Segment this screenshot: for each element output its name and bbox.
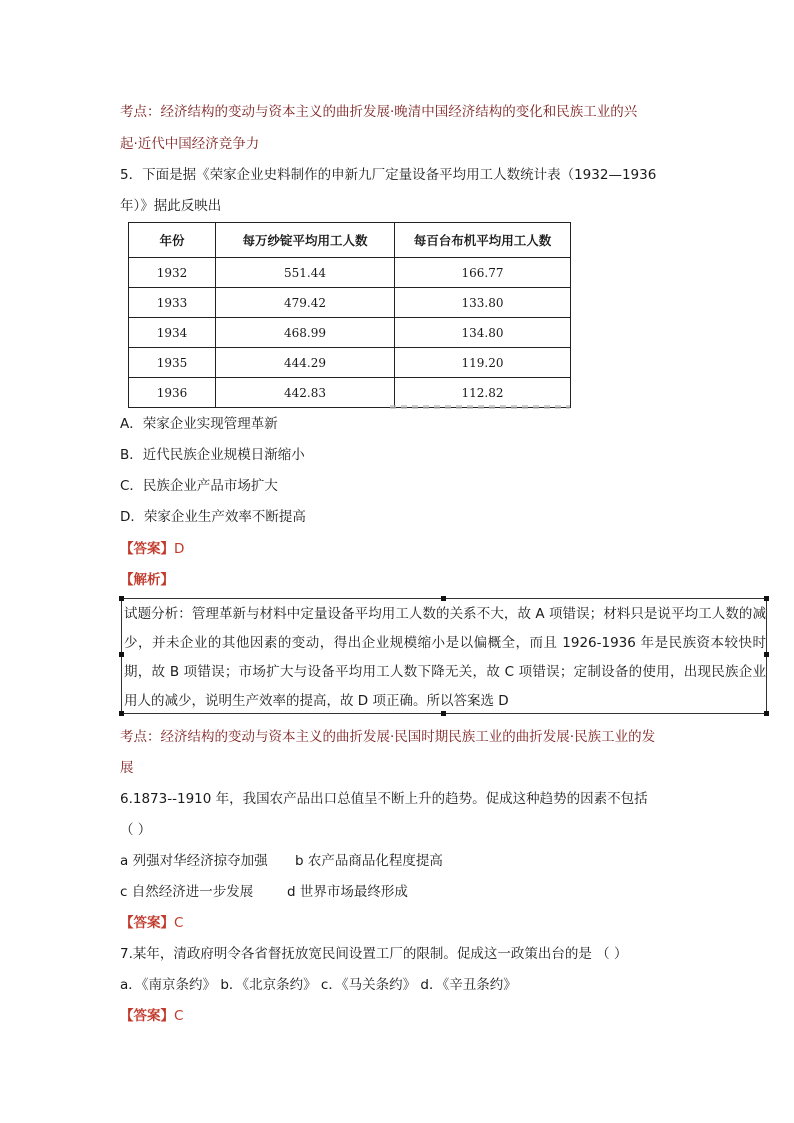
question-6-stem: （ ） — [120, 822, 152, 838]
table-header-row — [129, 223, 571, 258]
answer-line — [120, 913, 183, 933]
option-d: d 世界市场最终形成 — [287, 884, 408, 900]
table-cell: 119.20 — [395, 348, 571, 378]
answer-line — [120, 539, 184, 559]
analysis-label: 【解析】 — [120, 572, 174, 588]
table-cell: 479.42 — [216, 288, 395, 318]
table-row — [129, 318, 571, 348]
table-row — [129, 378, 571, 408]
table-cell: 134.80 — [395, 318, 571, 348]
kaodian-line: 展 — [120, 760, 134, 776]
answer-value: D — [174, 541, 185, 557]
table-cell: 1934 — [129, 318, 216, 348]
analysis-label-line — [120, 570, 174, 590]
table-cell: 1933 — [129, 288, 216, 318]
option-b: b 农产品商品化程度提高 — [295, 853, 443, 869]
table-row — [129, 348, 571, 378]
scan-artifact — [390, 405, 570, 409]
table-cell: 1935 — [129, 348, 216, 378]
question-7-stem: 7.某年，清政府明令各省督抚放宽民间设置工厂的限制。促成这一政策出台的是 （ ） — [120, 946, 628, 962]
answer-label: 【答案】 — [120, 541, 174, 557]
table-header-cell: 每百台布机平均用工人数 — [395, 223, 571, 258]
table-header-cell: 年份 — [129, 223, 216, 258]
analysis-text: 试题分析：管理革新与材料中定量设备平均用工人数的关系不大，故 A 项错误；材料只是说平均工人数的减少，并未企业的其他因素的变动，得出企业规模缩小是以偏概全，而且 1926-1936 年是民族资本较快时期，故 B 项错误；市场扩大与设备平均用工人数下降无关，故 C 项错误；定制设备的使用，出现民族企业用人的减少，说明生产效率的提高，故 D 项正确。所以答案选 D — [124, 606, 766, 709]
question-6-stem: 6.1873--1910 年，我国农产品出口总值呈不断上升的趋势。促成这种趋势的因素不包括 — [120, 791, 648, 807]
option-c: c 自然经济进一步发展 — [120, 884, 254, 900]
stats-table-image — [128, 222, 571, 404]
table-cell: 1936 — [129, 378, 216, 408]
answer-value: C — [174, 915, 184, 931]
option-a: a 列强对华经济掠夺加强 — [120, 853, 268, 869]
table-cell: 112.82 — [395, 378, 571, 408]
kaodian-line: 考点：经济结构的变动与资本主义的曲折发展·民国时期民族工业的曲折发展·民族工业的发 — [120, 729, 656, 745]
table-cell: 133.80 — [395, 288, 571, 318]
question-5-stem: 年）》据此反映出 — [120, 198, 222, 214]
option-c: C．民族企业产品市场扩大 — [120, 478, 278, 494]
table-cell: 166.77 — [395, 258, 571, 288]
answer-label: 【答案】 — [120, 1008, 174, 1024]
question-5-stem: 5．下面是据《荣家企业史料制作的申新九厂定量设备平均用工人数统计表（1932—1936 — [120, 167, 657, 183]
table-cell: 444.29 — [216, 348, 395, 378]
kaodian-line: 考点：经济结构的变动与资本主义的曲折发展·晚清中国经济结构的变化和民族工业的兴 — [120, 104, 638, 120]
stats-table — [128, 222, 571, 408]
kaodian-line: 起·近代中国经济竞争力 — [120, 136, 260, 152]
table-cell: 442.83 — [216, 378, 395, 408]
table-cell: 1932 — [129, 258, 216, 288]
table-header-cell: 每万纱锭平均用工人数 — [216, 223, 395, 258]
answer-label: 【答案】 — [120, 915, 174, 931]
table-row — [129, 288, 571, 318]
option-a: A．荣家企业实现管理革新 — [120, 416, 278, 432]
table-row — [129, 258, 571, 288]
option-d: D．荣家企业生产效率不断提高 — [120, 509, 306, 525]
question-7-options: a．《南京条约》 b．《北京条约》 c．《马关条约》 d．《辛丑条约》 — [120, 977, 517, 993]
answer-line — [120, 1006, 183, 1026]
answer-value: C — [174, 1008, 184, 1024]
table-cell: 468.99 — [216, 318, 395, 348]
option-b: B．近代民族企业规模日渐缩小 — [120, 447, 305, 463]
table-cell: 551.44 — [216, 258, 395, 288]
